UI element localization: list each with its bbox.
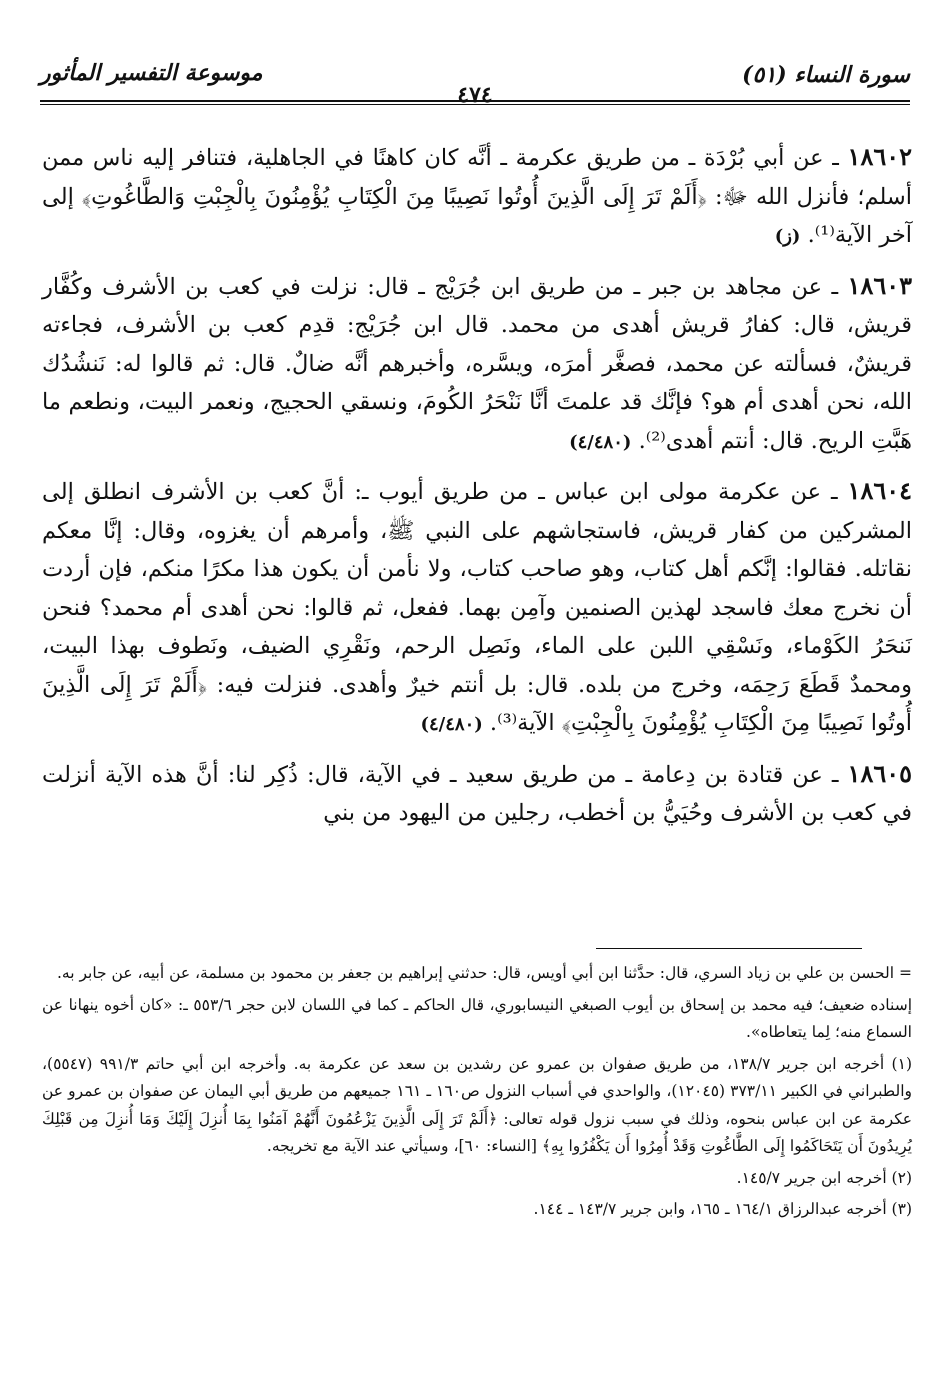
entry-number: ١٨٦٠٢ <box>847 142 912 171</box>
entry-number: ١٨٦٠٤ <box>847 476 912 505</box>
entry-text: ـ عن أبي بُرْدَة ـ من طريق عكرمة ـ أنَّه كان كاهنًا في الجاهلية، فتنافر إليه ناس ممن أسلم؛ فأنزل الله ﷻ: ﴿أَلَمْ تَرَ إِلَى الَّذِينَ أُوتُوا نَصِيبًا مِنَ الْكِتَابِ يُؤْمِنُونَ بِالْجِبْتِ وَالطَّاغُوتِ﴾ إلى آخر الآية⁽¹⁾. <box>42 145 912 248</box>
footnote: (٣) أخرجه عبدالرزاق ١٦٤/١ ـ ١٦٥، وابن جرير ١٤٣/٧ ـ ١٤٤. <box>533 1200 912 1218</box>
page-number: ٤٧٤ <box>457 82 493 108</box>
surah-title: سورة النساء (٥١) <box>742 62 910 88</box>
header-rule-thin <box>40 104 910 105</box>
hadith-entry <box>42 267 912 463</box>
hadith-entry <box>42 472 912 745</box>
entry-reference: (٤/٤٨٠) <box>420 714 483 735</box>
entry-number: ١٨٦٠٥ <box>847 758 912 788</box>
entry-reference: (٤/٤٨٠) <box>569 431 632 453</box>
entry-number: ١٨٦٠٣ <box>847 270 912 300</box>
hadith-entry <box>42 755 912 833</box>
footnote: إسناده ضعيف؛ فيه محمد بن إسحاق بن أيوب الصبغي النيسابوري، قال الحاكم ـ كما في اللسان لابن حجر ٥٥٣/٦ ـ: «كان أخوه ينهانا عن السماع منه؛ لِما يتعاطاه». <box>42 995 913 1041</box>
entry-text: ـ عن قتادة بن دِعامة ـ من طريق سعيد ـ في الآية، قال: ذُكِر لنا: أنَّ هذه الآية أنزلت في كعب بن الأشرف وحُيَيُّ بن أخطب، رجلين من اليهود من بني <box>42 761 912 826</box>
entry-text: ـ عن مجاهد بن جبر ـ من طريق ابن جُرَيْج ـ قال: نزلت في كعب بن الأشرف وكُفَّار قريش، قال: كفارُ قريش أهدى من محمد. قال ابن جُرَيْج: قدِم كعب بن الأشرف، فجاءته قريشٌ، فسألته عن محمد، فصغَّر أمرَه، ويسَّره، وأخبرهم أنَّه ضالٌ. قال: ثم قالوا له: نَنشُدُك الله، نحن أهدى أم هو؟ فإنَّك قد علمتَ أنَّا نَنْحَرُ الكُومَ، ونسقي الحجيج، ونعمر البيت، ونطعم ما هَبَّتِ الريح. قال: أنتم أهدى⁽²⁾. <box>42 273 912 454</box>
footnotes <box>42 960 912 1228</box>
page-header <box>40 60 910 108</box>
book-title: موسوعة التفسير المأثور <box>40 60 263 86</box>
footnote-separator <box>596 948 862 949</box>
entry-reference: (ز) <box>774 226 801 247</box>
hadith-entry <box>42 138 912 257</box>
main-text <box>42 138 912 843</box>
entry-text: ـ عن عكرمة مولى ابن عباس ـ من طريق أيوب ـ: أنَّ كعب بن الأشرف انطلق إلى المشركين من كفار قريش، فاستجاشهم على النبي ﷺ، وأمرهم أن يغزوه، وقال: إنَّا معكم نقاتله. فقالوا: إنَّكم أهل كتاب، وهو صاحب كتاب، ولا نأمن أن يكون هذا مكرًا منكم، فإن أردت أن نخرج معك فاسجد لهذين الصنمين وآمِن بهما. ففعل، ثم قالوا: نحن أهدى أم محمد؟ فنحن نَنحَرُ الكَوْماء، ونَسْقِي اللبن على الماء، ونَصِل الرحم، ونَقْرِي الضيف، ونَطوف بهذا البيت، ومحمدٌ قَطَعَ رَحِمَه، وخرج من بلده. قال: بل أنتم خيرٌ وأهدى. فنزلت فيه: ﴿أَلَمْ تَرَ إِلَى الَّذِينَ أُوتُوا نَصِيبًا مِنَ الْكِتَابِ يُؤْمِنُونَ بِالْجِبْتِ﴾ الآية⁽³⁾. <box>42 479 912 736</box>
footnote: (٢) أخرجه ابن جرير ١٤٥/٧. <box>736 1168 912 1187</box>
footnote: (١) أخرجه ابن جرير ١٣٨/٧، من طريق صفوان بن عمرو عن رشدين بن سعد عن عكرمة به. وأخرجه ابن أبي حاتم ٩٩١/٣ (٥٥٤٧)، والطبراني في الكبير ٣٧٣/١١ (١٢٠٤٥)، والواحدي في أسباب النزول ص١٦٠ ـ ١٦١ جميعهم من طريق أبي اليمان عن صفوان بن عمرو عن عكرمة عن ابن عباس بنحوه، وذلك في سبب نزول قوله تعالى: ﴿أَلَمْ تَرَ إِلَى الَّذِينَ يَزْعُمُونَ أَنَّهُمْ آمَنُوا بِمَا أُنزِلَ إِلَيْكَ وَمَا أُنزِلَ مِن قَبْلِكَ يُرِيدُونَ أَن يَتَحَاكَمُوا إِلَى الطَّاغُوتِ وَقَدْ أُمِرُوا أَن يَكْفُرُوا بِهِ﴾ [النساء: ٦٠]، وسيأتي عند الآية مع تخريجه. <box>42 1054 912 1155</box>
header-rule <box>40 100 910 102</box>
footnote: = الحسن بن علي بن زياد السري، قال: حدَّثنا ابن أبي أويس، قال: حدثني إبراهيم بن جعفر بن محمود بن مسلمة، عن أبيه، عن جابر به. <box>56 964 912 982</box>
